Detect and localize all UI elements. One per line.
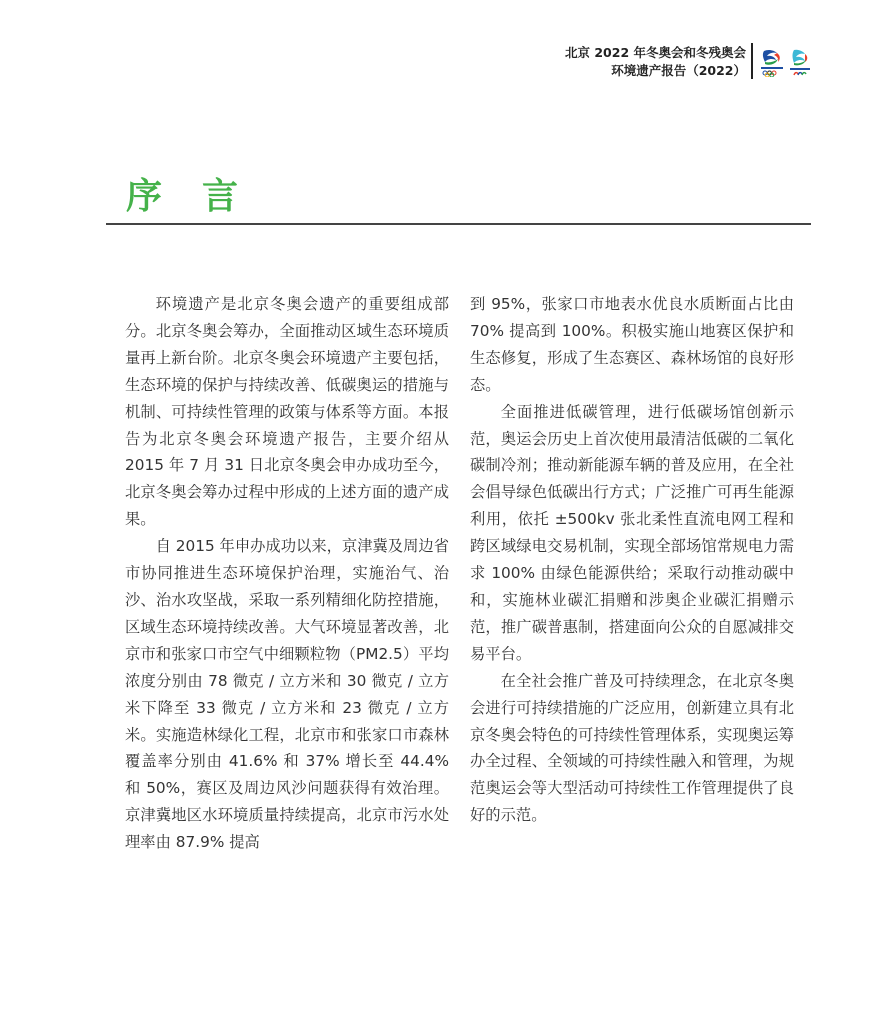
title-underline	[106, 223, 811, 225]
olympic-emblem-icon	[758, 47, 786, 77]
header-divider	[751, 43, 753, 79]
paragraph-ecology-continued: 到 95%，张家口市地表水优良水质断面占比由 70% 提高到 100%。积极实施山地赛区保护和生态修复，形成了生态赛区、森林场馆的良好形态。	[470, 295, 794, 394]
report-subtitle: 环境遗产报告（2022）	[611, 63, 746, 78]
report-series-title: 北京 2022 年冬奥会和冬残奥会	[565, 45, 746, 60]
page-title: 序言	[126, 176, 279, 217]
paragraph-ecology: 自 2015 年申办成功以来，京津冀及周边省市协同推进生态环境保护治理，实施治气、治沙、治水攻坚战，采取一系列精细化防控措施，区域生态环境持续改善。大气环境显著改善，北京市和张家口市空气中细颗粒物（PM2.5）平均浓度分别由 78 微克 / 立方米和 30 微克 / 立方米下降至 33 微克 / 立方米和 23 微克 / 立方米。实施造林绿化工程，北京市和张家口市森林覆盖率分别由 41.6% 和 37% 增长至 44.4% 和 50%，赛区及周边风沙问题获得有效治理。京津冀地区水环境质量持续提高，北京市污水处理率由 87.9% 提高	[125, 537, 449, 852]
paragraph-sustainability: 在全社会推广普及可持续理念，在北京冬奥会进行可持续措施的广泛应用，创新建立具有北京冬奥会特色的可持续性管理体系，实现奥运筹办全过程、全领域的可持续性融入和管理，为规范奥运会等大型活动可持续性工作管理提供了良好的示范。	[470, 671, 794, 825]
paralympic-emblem-icon	[786, 47, 814, 77]
report-header	[565, 44, 746, 80]
text-column-right	[470, 291, 794, 829]
text-column-left	[125, 291, 449, 856]
paragraph-low-carbon: 全面推进低碳管理，进行低碳场馆创新示范，奥运会历史上首次使用最清洁低碳的二氧化碳制冷剂；推动新能源车辆的普及应用，在全社会倡导绿色低碳出行方式；广泛推广可再生能源利用，依托 ±500kv 张北柔性直流电网工程和跨区域绿电交易机制，实现全部场馆常规电力需求 100% 由绿色能源供给；采取行动推动碳中和，实施林业碳汇捐赠和涉奥企业碳汇捐赠示范，推广碳普惠制，搭建面向公众的自愿减排交易平台。	[470, 402, 794, 663]
paragraph-intro: 环境遗产是北京冬奥会遗产的重要组成部分。北京冬奥会筹办，全面推动区域生态环境质量再上新台阶。北京冬奥会环境遗产主要包括，生态环境的保护与持续改善、低碳奥运的措施与机制、可持续性管理的政策与体系等方面。本报告为北京冬奥会环境遗产报告，主要介绍从 2015 年 7 月 31 日北京冬奥会申办成功至今，北京冬奥会筹办过程中形成的上述方面的遗产成果。	[125, 295, 449, 529]
